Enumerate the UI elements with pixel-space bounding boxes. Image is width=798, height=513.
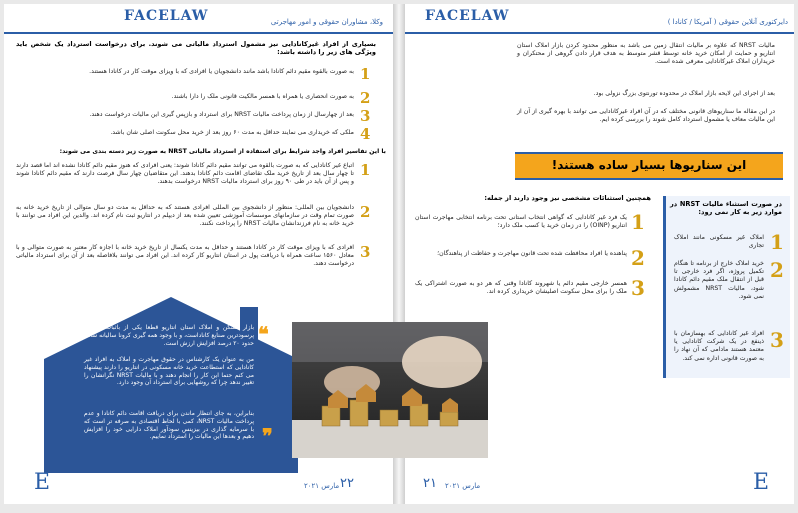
sidebar-item: املاک غیر مسکونی مانند املاک تجاری bbox=[674, 234, 764, 250]
list-number: 3 bbox=[360, 243, 371, 261]
sidebar-box bbox=[663, 196, 790, 378]
footer-month: مارس ۲۰۲۱ bbox=[445, 482, 481, 490]
list-item: به صورت بالقوه مقیم دائم کانادا باشد مانند دانشجویان یا افرادی که با ویزای موقت کار در کانادا هستند. bbox=[89, 68, 354, 75]
intro-text: بسیاری از افراد غیرکانادایی نیز مشمول استرداد مالیاتی می شوند. برای درخواست استرداد یک شخص باید ویژگی های زیر را داشته باشد: bbox=[16, 40, 376, 57]
sidebar-item: افراد غیر کانادایی که بهسازمان با ذینفع در یک شرکت کانادایی یا معتمد هستند مادامی که آن نهاد را به صورت قانونی اداره نمی کند. bbox=[674, 330, 764, 362]
paragraph: در این مقاله ما سناریوهای قانونی مختلف که در آن افراد غیرکانادایی می توانند با بهره گیری از آن از این مالیات معاف یا مشمول استرداد کامل شوند را بررسی کرده ایم. bbox=[517, 108, 775, 124]
sidebar-number: 3 bbox=[770, 328, 784, 352]
list-number: 1 bbox=[360, 161, 371, 179]
list-item: همسر خارجی مقیم دائم یا شهروند کانادا وقتی که هر دو به صورت اشتراکی یک ملک را برای محل سکونت اصلیشان خریداری کرده اند. bbox=[415, 280, 627, 296]
quote-close-icon: ❞ bbox=[262, 424, 273, 448]
section-heading: با این تفاسیر افراد واجد شرایط برای استفاده از استرداد مالیاتی NRST به صورت زیر دسته بندی می شوند: bbox=[59, 148, 386, 155]
list-number: 2 bbox=[360, 203, 371, 221]
list-item: یک فرد غیر کانادایی که گواهی انتخاب استانی تحت برنامه انتخابی مهاجرت استان انتاریو (OINP) را در زمان خرید یا کسب ملک دارد؛ bbox=[415, 214, 627, 230]
house-paragraph: من به عنوان یک کارشناس در حقوق مهاجرت و املاک به افراد غیر کانادایی که استطاعت خرید خانه مسکونی در انتاریو را دارند پیشنهاد می کنم حتما این کار را انجام دهند و با مالیات NRST نگرانشان را تغییر ندهد چرا که روشهایی برای استرداد آن وجود دارد. bbox=[84, 356, 254, 387]
list-number: 1 bbox=[631, 210, 645, 234]
banner-title: این سناریوها بسیار ساده هستند! bbox=[551, 158, 747, 172]
sidebar-heading: در صورت استثناء مالیات NRST در موارد زیر به کار نمی رود: bbox=[670, 200, 782, 217]
e-logo: E bbox=[753, 470, 770, 495]
list-item: پناهنده یا افراد محافظت شده تحت قانون مهاجرت و حفاظت از پناهندگان؛ bbox=[437, 250, 627, 257]
header-rule bbox=[405, 32, 794, 34]
house-paragraph: بنابراین، به جای انتظار ماندن برای دریافت اقامت دائم کانادا و عدم پرداخت مالیات NRST، کمی با لحاظ اقتصادی به صرفه تر است که با سرمایه گذاری در بیزینس سودآور املاک دارایی خود را افزایش دهیم و بعدها این مالیات را استرداد نماییم. bbox=[84, 410, 254, 441]
coins-houses-photo bbox=[292, 322, 488, 458]
list-number: 1 bbox=[360, 65, 371, 83]
list-item: بعد از چهارسال از زمان پرداخت مالیات NRST برای استرداد و بازپس گیری این مالیات درخواست دهند. bbox=[89, 111, 354, 118]
header-text: وکلا، مشاوران حقوقی و امور مهاجرتی bbox=[270, 18, 383, 26]
list-number: 2 bbox=[631, 246, 645, 270]
header-rule bbox=[4, 32, 393, 34]
banner bbox=[515, 152, 783, 180]
house-paragraph: بازار مسکن و املاک استان انتاریو قطعا یکی از باثبات ترین و پرسودترین صنایع کاناداست، و با وجود همه گیری کرونا سالیانه شاهد حدود ۲۰ درصد افزایش ارزش است. bbox=[84, 324, 254, 347]
facelaw-logo: FACELAW bbox=[425, 8, 510, 24]
list-item: اتباع غیر کانادایی که به صورت بالقوه می توانند مقیم دائم کانادا شوند: یعنی افرادی که هنوز مقیم دائم کانادا نشده اند اما قصد دارند تا چهار سال بعد از تاریخ خرید ملک تقاضای اقامت دائم کانادا بدهند. این متقاضیان چهار سال فرصت دارند که مقیم دائم کانادا شوند و پس از آن باید در طی ۹۰ روز برای استرداد مالیات NRST درخواست بدهند. bbox=[16, 162, 354, 186]
list-item: افرادی که با ویزای موقت کار در کانادا هستند و حداقل به مدت یکسال از تاریخ خرید خانه با اجازه کار معتبر به صورت متوالی و با معادل ۱۵۶۰ ساعت همراه با دریافت پول در استان انتاریو کار کرده اند. این افراد می توانند بلافاصله بعد از آن برای استرداد مالیاتی درخواست دهند. bbox=[16, 244, 354, 268]
facelaw-logo: FACELAW bbox=[124, 8, 209, 24]
paragraph: بعد از اجرای این لایحه بازار املاک در محدوده تورنتوی بزرگ نزولی بود. bbox=[593, 90, 775, 97]
list-item: ملکی که خریداری می نمایند حداقل به مدت ۶۰ روز بعد از خرید محل سکونت اصلی شان باشد. bbox=[110, 129, 354, 136]
footer-month: مارس ۲۰۲۱ bbox=[304, 482, 340, 490]
list-number: 4 bbox=[360, 125, 371, 143]
list-item: به صورت انحصاری یا همراه با همسر مالکیت قانونی ملک را دارا باشند. bbox=[171, 93, 354, 100]
list-number: 3 bbox=[360, 107, 371, 125]
list-item: دانشجویان بین المللی: منظور از دانشجوی بین المللی افرادی هستند که به حداقل به مدت دو سال متوالی از تاریخ خرید خانه به صورت تمام وقت در سازمانهای موسسات آموزشی تعیین شده بعد از دیپلم در انتاریو ثبت نام کرده اند. والدین این افراد می توانند با خرید خانه به نام فرزندانشان مالیات NRST را پرداخت نکنند. bbox=[16, 204, 354, 228]
paragraph: مالیات NRST که علاوه بر مالیات انتقال زمین می باشد به منظور محدود کردن بازار املاک استان انتاریو و حمایت از امکان خرید خانه توسط قشر متوسط به هدف قرار دادن گروهی از محتکران و خریداران املاک غیرکانادایی معرفی شده است. bbox=[517, 42, 775, 66]
sidebar-number: 2 bbox=[770, 258, 784, 282]
list-number: 2 bbox=[360, 89, 371, 107]
quote-open-icon: ❝ bbox=[258, 322, 269, 346]
section-heading: همچنین استثنائات مشخصی نیز وجود دارند از جمله: bbox=[484, 194, 651, 202]
header-text: دایرکتوری آنلاین حقوقی ( آمریکا / کانادا ) bbox=[667, 18, 788, 26]
page-number: ۲۱ bbox=[423, 476, 437, 491]
page-number: ۲۲ bbox=[340, 476, 354, 491]
e-logo: E bbox=[34, 470, 51, 495]
sidebar-item: خرید املاک خارج از برنامه تا هنگام تکمیل پروژه، اگر فرد خارجی تا قبل از انتقال ملک مقیم دائم کانادا شود، مالیات NRST مشمولش نمی شود. bbox=[674, 260, 764, 300]
list-number: 3 bbox=[631, 276, 645, 300]
sidebar-number: 1 bbox=[770, 230, 784, 254]
